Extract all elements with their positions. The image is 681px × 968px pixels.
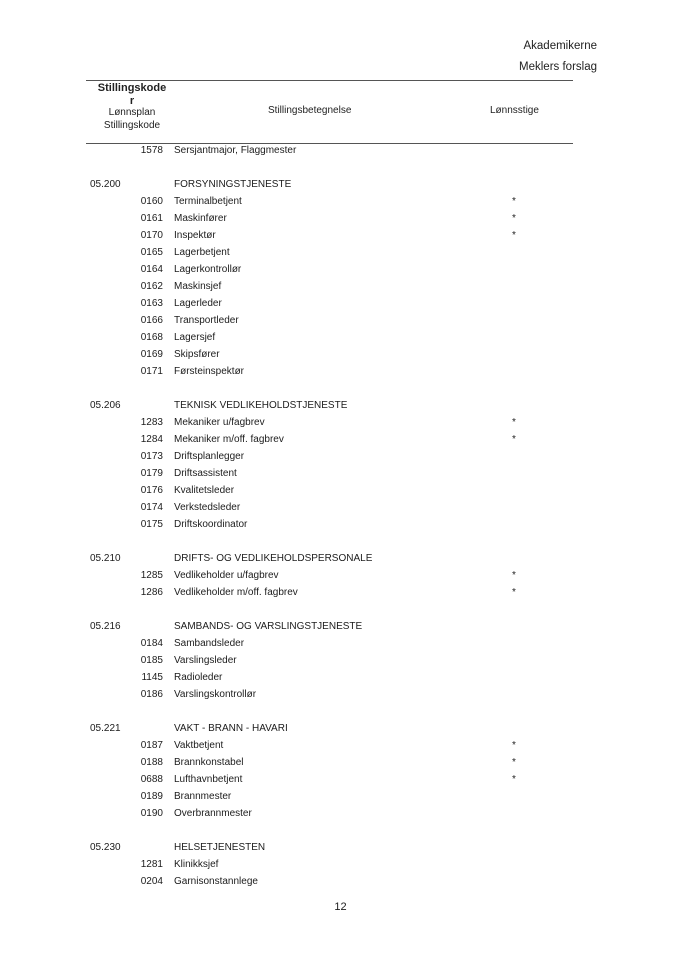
position-title: Lagerbetjent <box>174 247 230 258</box>
position-code: 0188 <box>140 757 163 768</box>
proposal-label: Meklers forslag <box>519 61 597 73</box>
position-code: 0161 <box>140 213 163 224</box>
position-title: Vaktbetjent <box>174 740 224 751</box>
group-title: FORSYNINGSTJENESTE <box>174 179 292 190</box>
position-row <box>0 788 681 805</box>
position-code: 0189 <box>140 791 163 802</box>
position-code: 0184 <box>140 638 163 649</box>
position-code: 0187 <box>140 740 163 751</box>
position-code: 0204 <box>140 876 163 887</box>
position-title: Lagerleder <box>174 298 222 309</box>
position-title: Sambandsleder <box>174 638 245 649</box>
position-row <box>0 465 681 482</box>
position-title: Mekaniker u/fagbrev <box>174 417 265 428</box>
position-title: Klinikksjef <box>174 859 219 870</box>
ladder-mark: * <box>512 587 516 598</box>
position-row <box>0 873 681 890</box>
position-code: 0688 <box>140 774 163 785</box>
position-code: 0179 <box>140 468 163 479</box>
ladder-mark: * <box>512 757 516 768</box>
position-row <box>0 516 681 533</box>
ladder-mark: * <box>512 230 516 241</box>
position-row <box>0 414 681 431</box>
group-code: 05.230 <box>90 842 121 853</box>
position-title: Sersjantmajor, Flaggmester <box>174 145 297 156</box>
position-title: Garnisonstannlege <box>174 876 258 887</box>
position-title: Driftsplanlegger <box>174 451 245 462</box>
column-header-title: Stillingsbetegnelse <box>268 105 352 116</box>
position-row <box>0 329 681 346</box>
position-code: 0174 <box>140 502 163 513</box>
column-header-ladder: Lønnsstige <box>490 105 539 116</box>
group-header-row <box>0 839 681 856</box>
position-code: 0173 <box>140 451 163 462</box>
group-title: SAMBANDS- OG VARSLINGSTJENESTE <box>174 621 363 632</box>
page-number: 12 <box>334 901 347 913</box>
ladder-mark: * <box>512 434 516 445</box>
position-row <box>0 584 681 601</box>
position-code: 0168 <box>140 332 163 343</box>
position-title: Mekaniker m/off. fagbrev <box>174 434 284 445</box>
position-code: 1284 <box>140 434 163 445</box>
position-row <box>0 193 681 210</box>
position-title: Lagerkontrollør <box>174 264 242 275</box>
position-code: 0169 <box>140 349 163 360</box>
position-code: 0190 <box>140 808 163 819</box>
position-code: 0160 <box>140 196 163 207</box>
position-row <box>0 312 681 329</box>
group-title: TEKNISK VEDLIKEHOLDSTJENESTE <box>174 400 348 411</box>
group-header-row <box>0 397 681 414</box>
position-title: Terminalbetjent <box>174 196 242 207</box>
position-code: 0162 <box>140 281 163 292</box>
position-row <box>0 210 681 227</box>
position-title: Maskinfører <box>174 213 227 224</box>
group-title: HELSETJENESTEN <box>174 842 266 853</box>
position-row <box>0 142 681 159</box>
column-header-code-line2: r <box>129 94 135 107</box>
position-title: Vedlikeholder u/fagbrev <box>174 570 279 581</box>
position-row <box>0 652 681 669</box>
column-header-code-line1: Stillingskode <box>97 82 167 94</box>
position-code: 0185 <box>140 655 163 666</box>
position-code: 0176 <box>140 485 163 496</box>
ladder-mark: * <box>512 417 516 428</box>
position-code: 1145 <box>141 672 163 683</box>
position-code: 0175 <box>140 519 163 530</box>
position-row <box>0 499 681 516</box>
position-code: 0186 <box>140 689 163 700</box>
column-header-code-line3: Lønnsplan <box>108 107 156 118</box>
position-title: Verkstedsleder <box>174 502 241 513</box>
position-code: 1285 <box>140 570 163 581</box>
position-code: 0163 <box>140 298 163 309</box>
position-title: Varslingsleder <box>174 655 237 666</box>
position-title: Driftsassistent <box>174 468 237 479</box>
position-row <box>0 346 681 363</box>
group-code: 05.210 <box>90 553 121 564</box>
position-row <box>0 754 681 771</box>
position-row <box>0 448 681 465</box>
position-title: Vedlikeholder m/off. fagbrev <box>174 587 298 598</box>
position-title: Lufthavnbetjent <box>174 774 243 785</box>
group-header-row <box>0 550 681 567</box>
ladder-mark: * <box>512 213 516 224</box>
position-code: 0170 <box>140 230 163 241</box>
position-row <box>0 278 681 295</box>
position-code: 1578 <box>140 145 163 156</box>
position-code: 0165 <box>140 247 163 258</box>
position-row <box>0 856 681 873</box>
position-title: Brannmester <box>174 791 232 802</box>
position-title: Radioleder <box>174 672 223 683</box>
position-row <box>0 737 681 754</box>
group-code: 05.200 <box>90 179 121 190</box>
position-title: Maskinsjef <box>174 281 222 292</box>
position-title: Brannkonstabel <box>174 757 244 768</box>
position-row <box>0 363 681 380</box>
group-title: VAKT - BRANN - HAVARI <box>174 723 288 734</box>
group-header-row <box>0 176 681 193</box>
group-header-row <box>0 720 681 737</box>
group-code: 05.206 <box>90 400 121 411</box>
ladder-mark: * <box>512 570 516 581</box>
position-row <box>0 431 681 448</box>
position-row <box>0 686 681 703</box>
position-code: 0164 <box>140 264 163 275</box>
position-row <box>0 771 681 788</box>
position-row <box>0 567 681 584</box>
position-title: Varslingskontrollør <box>174 689 257 700</box>
ladder-mark: * <box>512 774 516 785</box>
column-header-code-line4: Stillingskode <box>103 119 161 131</box>
group-title: DRIFTS- OG VEDLIKEHOLDSPERSONALE <box>174 553 373 564</box>
position-row <box>0 669 681 686</box>
position-row <box>0 227 681 244</box>
position-code: 0171 <box>140 366 163 377</box>
position-code: 1286 <box>140 587 163 598</box>
position-title: Kvalitetsleder <box>174 485 235 496</box>
position-title: Overbrannmester <box>174 808 252 819</box>
position-title: Skipsfører <box>174 349 220 360</box>
position-row <box>0 805 681 822</box>
position-title: Driftskoordinator <box>174 519 248 530</box>
ladder-mark: * <box>512 740 516 751</box>
position-row <box>0 295 681 312</box>
position-row <box>0 261 681 278</box>
group-header-row <box>0 618 681 635</box>
position-code: 1283 <box>140 417 163 428</box>
position-row <box>0 635 681 652</box>
position-row <box>0 482 681 499</box>
position-code: 0166 <box>140 315 163 326</box>
organization-name: Akademikerne <box>523 40 597 52</box>
position-row <box>0 244 681 261</box>
group-code: 05.216 <box>90 621 121 632</box>
position-code: 1281 <box>140 859 163 870</box>
position-title: Lagersjef <box>174 332 216 343</box>
position-title: Førsteinspektør <box>174 366 245 377</box>
position-title: Transportleder <box>174 315 239 326</box>
position-title: Inspektør <box>174 230 216 241</box>
ladder-mark: * <box>512 196 516 207</box>
group-code: 05.221 <box>90 723 121 734</box>
